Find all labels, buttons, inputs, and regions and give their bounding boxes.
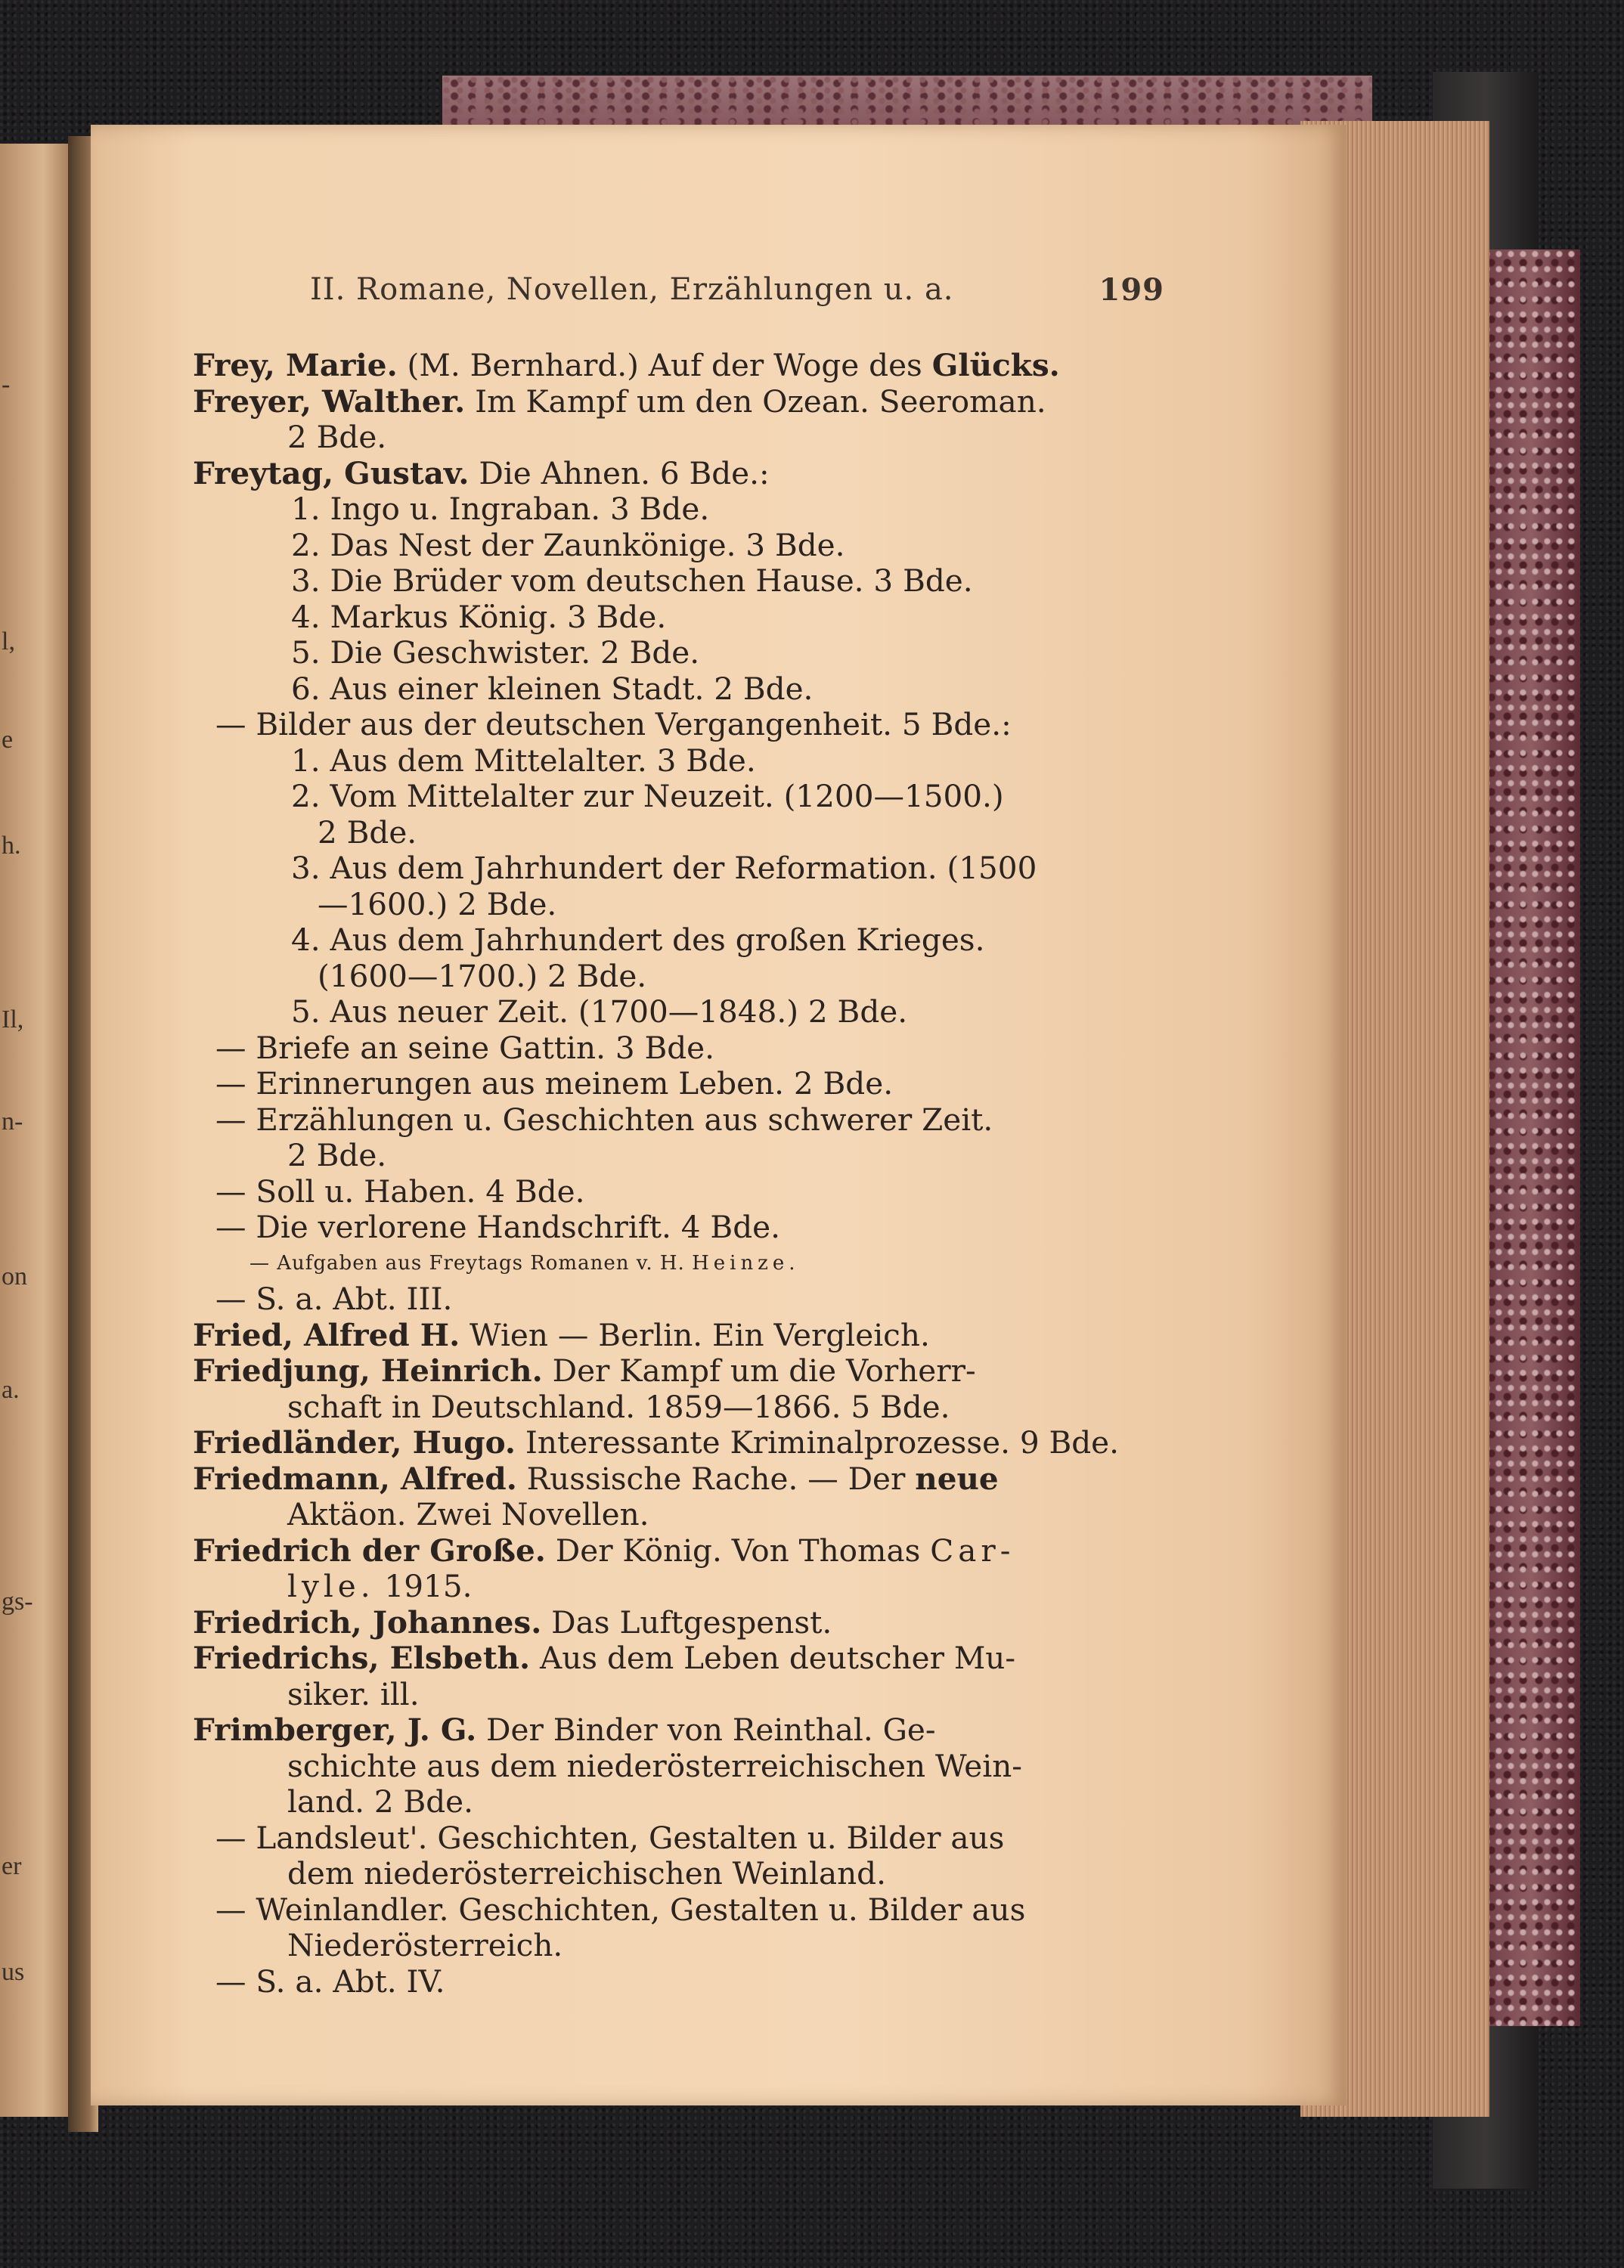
entry-text: 2. Vom Mittelalter zur Neuzeit. (1200—1500.) bbox=[291, 778, 1004, 814]
entry-line bbox=[193, 707, 1176, 743]
entry-bold-tail: Glücks. bbox=[931, 347, 1060, 383]
entry-text: — Weinlandler. Geschichten, Gestalten u. Bilder aus bbox=[215, 1891, 1026, 1928]
entry-line bbox=[193, 1425, 1176, 1461]
left-fragment: er bbox=[2, 1852, 22, 1880]
entry-line bbox=[193, 922, 1176, 959]
entry-line bbox=[193, 743, 1176, 779]
entry-spaced-text: lyle. bbox=[287, 1568, 375, 1604]
marbled-fore-edge bbox=[1482, 249, 1580, 2026]
entry-text: Das Luftgespenst. bbox=[541, 1603, 832, 1641]
left-fragment: gs- bbox=[2, 1588, 33, 1616]
entry-text: Die Ahnen. 6 Bde.: bbox=[469, 454, 770, 491]
entry-text: 2 Bde. bbox=[287, 419, 387, 455]
catalog-entries bbox=[193, 348, 1176, 2000]
left-fragment: - bbox=[2, 370, 11, 398]
left-fragment: on bbox=[2, 1263, 27, 1290]
left-fragment: l, bbox=[2, 627, 15, 655]
entry-text: Aktäon. Zwei Novellen. bbox=[287, 1496, 649, 1532]
entry-line bbox=[193, 994, 1176, 1030]
entry-line bbox=[193, 1892, 1176, 1929]
entry-text: 2. Das Nest der Zaunkönige. 3 Bde. bbox=[291, 526, 845, 563]
entry-text: Der Kampf um die Vorherr- bbox=[542, 1352, 976, 1389]
entry-text: Russische Rache. — Der bbox=[516, 1460, 916, 1497]
entry-line bbox=[193, 1066, 1176, 1102]
entry-text: — Soll u. Haben. 4 Bde. bbox=[215, 1173, 585, 1210]
entry-text: 4. Markus König. 3 Bde. bbox=[291, 598, 667, 635]
author-name: Frimberger, J. G. bbox=[193, 1712, 477, 1748]
entry-text: (1600—1700.) 2 Bde. bbox=[318, 957, 647, 994]
entry-text: — Aufgaben aus Freytags Romanen v. H. bbox=[249, 1251, 685, 1275]
entry-line bbox=[193, 1533, 1176, 1569]
entry-line bbox=[193, 348, 1176, 384]
entry-text: Im Kampf um den Ozean. Seeroman. bbox=[465, 383, 1046, 420]
entry-line bbox=[193, 1138, 1176, 1174]
entry-line bbox=[193, 959, 1176, 995]
entry-line bbox=[193, 1246, 1176, 1282]
entry-text: (M. Bernhard.) Auf der Woge des bbox=[397, 347, 932, 383]
left-fragment: us bbox=[2, 1958, 25, 1986]
entry-bold-tail: neue bbox=[915, 1460, 999, 1497]
entry-line bbox=[193, 1281, 1176, 1318]
entry-text: 1915. bbox=[374, 1568, 473, 1604]
entry-line bbox=[193, 1353, 1176, 1390]
entry-line bbox=[193, 1210, 1176, 1246]
author-name: Friedrich, Johannes. bbox=[193, 1603, 542, 1641]
author-name: Fried, Alfred H. bbox=[193, 1316, 460, 1353]
entry-line bbox=[193, 1569, 1176, 1605]
entry-text: —1600.) 2 Bde. bbox=[318, 885, 557, 922]
page-number: 199 bbox=[1099, 272, 1164, 308]
entry-spaced-text: Car- bbox=[930, 1532, 1015, 1569]
author-name: Friedrich der Große. bbox=[193, 1532, 546, 1569]
author-name: Frey, Marie. bbox=[193, 347, 398, 383]
entry-text: Aus dem Leben deutscher Mu- bbox=[530, 1640, 1016, 1676]
entry-line bbox=[193, 1390, 1176, 1426]
author-name: Freytag, Gustav. bbox=[193, 454, 470, 491]
entry-line bbox=[193, 1749, 1176, 1785]
entry-text: — Briefe an seine Gattin. 3 Bde. bbox=[215, 1029, 714, 1066]
left-fragment: a. bbox=[2, 1376, 20, 1404]
left-page bbox=[0, 144, 72, 2117]
entry-text: 6. Aus einer kleinen Stadt. 2 Bde. bbox=[291, 670, 814, 707]
entry-line bbox=[193, 887, 1176, 923]
left-fragment: Il, bbox=[2, 1005, 24, 1033]
running-header bbox=[310, 272, 1164, 318]
entry-text: — S. a. Abt. III. bbox=[215, 1281, 453, 1317]
entry-text: Interessante Kriminalprozesse. 9 Bde. bbox=[516, 1424, 1120, 1461]
entry-text: siker. ill. bbox=[287, 1675, 420, 1712]
entry-line bbox=[193, 1820, 1176, 1857]
entry-text: — Die verlorene Handschrift. 4 Bde. bbox=[215, 1209, 780, 1245]
entry-text: land. 2 Bde. bbox=[287, 1783, 474, 1820]
entry-text: Der König. Von Thomas bbox=[545, 1532, 931, 1569]
entry-text: 4. Aus dem Jahrhundert des großen Krieges. bbox=[291, 922, 985, 958]
entry-line bbox=[193, 420, 1176, 456]
entry-text: dem niederösterreichischen Weinland. bbox=[287, 1855, 886, 1892]
entry-text: — Landsleut'. Geschichten, Gestalten u. Bilder aus bbox=[215, 1819, 1005, 1856]
entry-line bbox=[193, 1712, 1176, 1749]
entry-line bbox=[193, 1497, 1176, 1533]
entry-line bbox=[193, 1102, 1176, 1139]
entry-line bbox=[193, 384, 1176, 420]
entry-text: 1. Ingo u. Ingraban. 3 Bde. bbox=[291, 491, 710, 527]
entry-line bbox=[193, 1318, 1176, 1354]
entry-line bbox=[193, 1174, 1176, 1210]
entry-spaced-text: Heinze. bbox=[692, 1251, 800, 1275]
entry-line bbox=[193, 1461, 1176, 1498]
author-name: Freyer, Walther. bbox=[193, 383, 466, 420]
left-fragment: e bbox=[2, 726, 14, 754]
entry-line bbox=[193, 1784, 1176, 1820]
entry-text: Niederösterreich. bbox=[287, 1927, 563, 1963]
left-fragment: h. bbox=[2, 832, 21, 860]
entry-line bbox=[193, 671, 1176, 708]
entry-text: Der Binder von Reinthal. Ge- bbox=[476, 1712, 936, 1748]
entry-line bbox=[193, 600, 1176, 636]
entry-text: — Bilder aus der deutschen Vergangenheit. 5 Bde.: bbox=[215, 706, 1012, 742]
entry-line bbox=[193, 528, 1176, 564]
entry-text: 2 Bde. bbox=[318, 813, 417, 850]
entry-text: Wien — Berlin. Ein Vergleich. bbox=[460, 1316, 930, 1353]
entry-text: 1. Aus dem Mittelalter. 3 Bde. bbox=[291, 742, 756, 779]
entry-text: 5. Aus neuer Zeit. (1700—1848.) 2 Bde. bbox=[291, 993, 908, 1030]
entry-text: 5. Die Geschwister. 2 Bde. bbox=[291, 634, 700, 671]
entry-line bbox=[193, 1605, 1176, 1641]
author-name: Friedjung, Heinrich. bbox=[193, 1352, 543, 1389]
entry-text: schaft in Deutschland. 1859—1866. 5 Bde. bbox=[287, 1388, 950, 1425]
author-name: Friedmann, Alfred. bbox=[193, 1460, 517, 1497]
entry-text: 3. Aus dem Jahrhundert der Reformation. (1500 bbox=[291, 850, 1037, 886]
entry-text: — Erzählungen u. Geschichten aus schwerer Zeit. bbox=[215, 1101, 993, 1138]
entry-text: 3. Die Brüder vom deutschen Hause. 3 Bde. bbox=[291, 562, 973, 599]
entry-line bbox=[193, 1928, 1176, 1964]
left-fragment: n- bbox=[2, 1108, 23, 1136]
author-name: Friedrichs, Elsbeth. bbox=[193, 1640, 531, 1676]
entry-text: 2 Bde. bbox=[287, 1137, 387, 1173]
section-title: II. Romane, Novellen, Erzählungen u. a. bbox=[310, 272, 954, 307]
entry-line bbox=[193, 1030, 1176, 1067]
entry-text: — Erinnerungen aus meinem Leben. 2 Bde. bbox=[215, 1065, 894, 1101]
entry-line bbox=[193, 563, 1176, 600]
entry-line bbox=[193, 779, 1176, 815]
entry-line bbox=[193, 1856, 1176, 1892]
entry-line bbox=[193, 491, 1176, 528]
entry-text: — S. a. Abt. IV. bbox=[215, 1963, 445, 2000]
entry-text: schichte aus dem niederösterreichischen Wein- bbox=[287, 1747, 1022, 1784]
entry-line bbox=[193, 1641, 1176, 1677]
entry-line bbox=[193, 456, 1176, 492]
entry-line bbox=[193, 815, 1176, 851]
entry-line bbox=[193, 850, 1176, 887]
entry-line bbox=[193, 1964, 1176, 2000]
author-name: Friedländer, Hugo. bbox=[193, 1424, 516, 1461]
entry-line bbox=[193, 1677, 1176, 1713]
entry-line bbox=[193, 635, 1176, 671]
